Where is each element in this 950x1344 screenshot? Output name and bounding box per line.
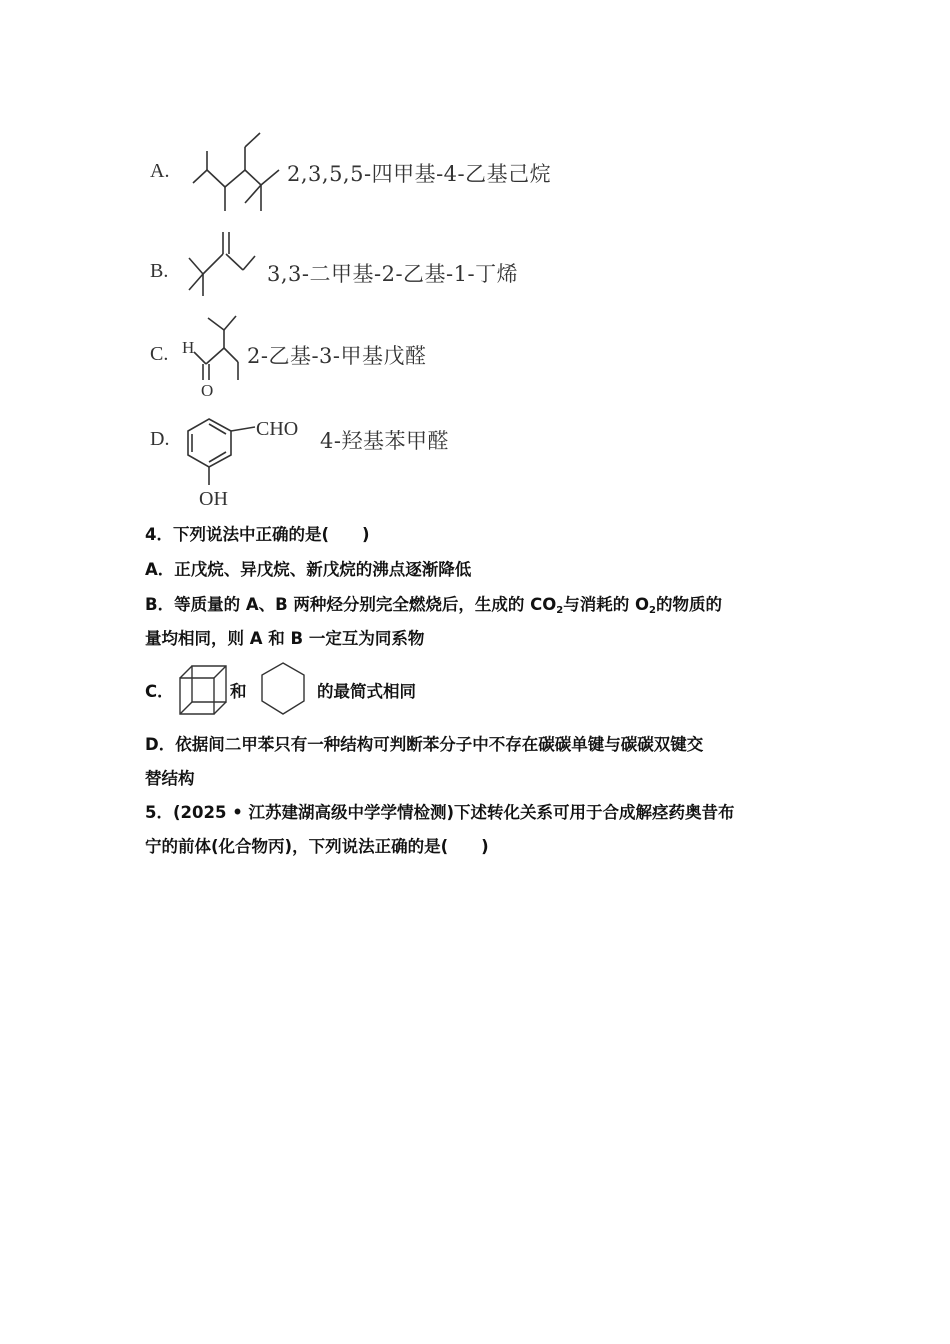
option-c-h-label: H: [182, 338, 195, 357]
q4-option-d-line2: 替结构: [145, 769, 195, 788]
option-d-name: 4-羟基苯甲醛: [320, 429, 449, 453]
q4-option-c-prefix: C．: [145, 682, 174, 701]
cyclohexane-structure: [260, 661, 306, 717]
option-c-name: 2-乙基-3-甲基戊醛: [247, 344, 427, 368]
q4-option-d-line1: D．依据间二甲苯只有一种结构可判断苯分子中不存在碳碳单键与碳碳双键交: [145, 735, 704, 754]
q4-option-b-line2: 量均相同，则 A 和 B 一定互为同系物: [145, 629, 425, 648]
option-c-o-label: O: [201, 381, 214, 400]
option-a-name: 2,3,5,5-四甲基-4-乙基己烷: [287, 162, 552, 186]
option-a-structure: [185, 125, 285, 220]
q4-stem: 4．下列说法中正确的是( ): [145, 525, 370, 544]
q4-option-a: A．正戊烷、异戊烷、新戊烷的沸点逐渐降低: [145, 560, 472, 579]
option-b-letter: B.: [150, 260, 169, 282]
q4-option-c-and: 和: [230, 682, 247, 701]
q5-line2: 宁的前体(化合物丙)，下列说法正确的是( ): [145, 837, 489, 856]
q4-option-b-line1: B．等质量的 A、B 两种烃分别完全燃烧后，生成的 $CO_2$与消耗的 $O_2$的物质的: [145, 595, 723, 616]
q4-option-c-suffix: 的最简式相同: [317, 682, 416, 701]
cubane-structure: [176, 662, 230, 716]
option-c-structure: [180, 308, 250, 400]
option-b-name: 3,3-二甲基-2-乙基-1-丁烯: [267, 262, 519, 286]
option-d-oh-label: OH: [199, 488, 228, 510]
option-d-letter: D.: [150, 428, 170, 450]
option-d-cho-label: CHO: [256, 418, 299, 440]
option-c-letter: C.: [150, 343, 169, 365]
q5-line1: 5．(2025 • 江苏建湖高级中学学情检测)下述转化关系可用于合成解痉药奥昔布: [145, 803, 735, 822]
option-b-structure: [185, 228, 265, 298]
option-d-structure: [185, 405, 320, 510]
q4-option-c: [145, 675, 815, 709]
option-a-letter: A.: [150, 160, 170, 182]
